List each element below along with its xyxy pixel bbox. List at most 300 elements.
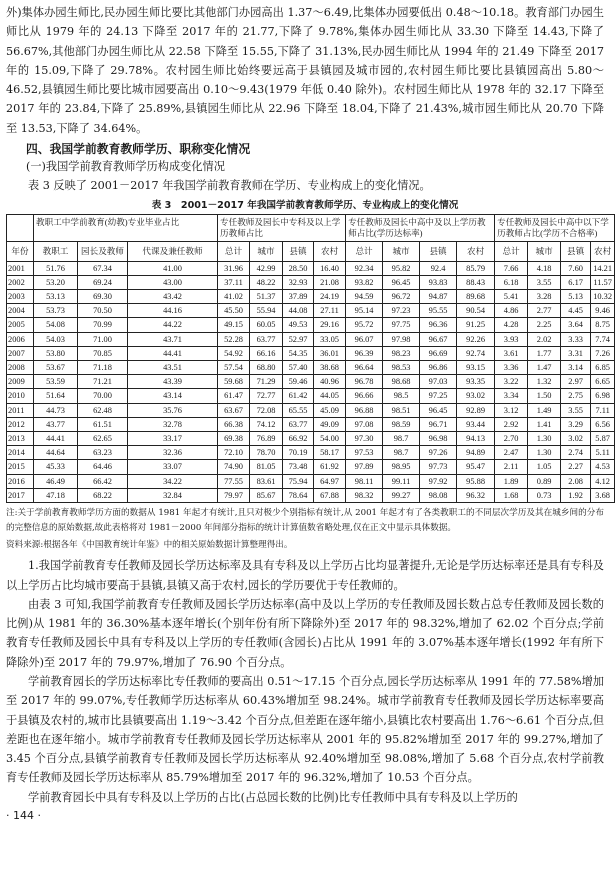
table-cell: 3.28 <box>528 289 561 303</box>
table-cell: 4.53 <box>591 460 615 474</box>
table-cell: 98.95 <box>383 460 420 474</box>
table-cell: 97.73 <box>420 460 457 474</box>
table-cell: 4.45 <box>561 304 591 318</box>
table-cell: 51.76 <box>34 261 78 275</box>
table-cell: 94.89 <box>457 446 495 460</box>
table-cell: 37.89 <box>283 289 314 303</box>
table-cell: 16.40 <box>314 261 346 275</box>
table-cell: 32.78 <box>128 417 218 431</box>
table-cell: 93.15 <box>457 360 495 374</box>
table-cell: 96.72 <box>383 289 420 303</box>
table-cell: 53.59 <box>34 375 78 389</box>
table-cell: 98.7 <box>383 446 420 460</box>
table-group-header-row <box>7 215 615 241</box>
table-source: 资料来源:根据各年《中国教育统计年鉴》中的相关原始数据计算整理得出。 <box>6 540 293 551</box>
group-header-unqualified: 专任教师及园长中高中以下学历教师占比(学历不合格率) <box>495 215 615 241</box>
table-cell: 44.08 <box>283 304 314 318</box>
table-cell: 5.11 <box>591 446 615 460</box>
table-cell: 6.65 <box>591 375 615 389</box>
table-cell: 5.13 <box>561 289 591 303</box>
table-cell: 96.86 <box>420 360 457 374</box>
table-cell: 29.16 <box>314 318 346 332</box>
table-row <box>7 332 615 346</box>
col-header: 城市 <box>528 241 561 261</box>
table-cell: 3.61 <box>495 346 528 360</box>
table-cell: 33.17 <box>128 432 218 446</box>
table-cell: 96.45 <box>383 275 420 289</box>
table-cell: 5.87 <box>591 432 615 446</box>
table-cell: 66.92 <box>283 432 314 446</box>
table-cell: 8.75 <box>591 318 615 332</box>
table-cell: 44.64 <box>34 446 78 460</box>
table-cell: 54.03 <box>34 332 78 346</box>
table-cell: 47.18 <box>34 488 78 502</box>
col-header: 县镇 <box>561 241 591 261</box>
subsection-heading: (一)我国学前教育教师学历构成变化情况 <box>26 160 225 174</box>
table-cell: 64.97 <box>314 474 346 488</box>
group-header-college: 专任教师及园长中专科及以上学历教师占比 <box>218 215 346 241</box>
table-cell: 97.25 <box>420 389 457 403</box>
table-cell: 54.00 <box>314 432 346 446</box>
col-header: 总计 <box>495 241 528 261</box>
table-intro-paragraph: 表 3 反映了 2001－2017 年我国学前教育教师在学历、专业构成上的变化情况。 <box>28 179 431 193</box>
group-header-major: 教职工中学前教育(幼教)专业毕业占比 <box>34 215 218 241</box>
table-cell: 96.64 <box>346 360 383 374</box>
table-cell: 53.20 <box>34 275 78 289</box>
table-cell: 98.59 <box>383 417 420 431</box>
table-cell: 70.50 <box>78 304 128 318</box>
table-cell: 1.30 <box>528 432 561 446</box>
table-cell: 96.32 <box>457 488 495 502</box>
table-cell: 92.4 <box>420 261 457 275</box>
table-cell: 79.97 <box>218 488 250 502</box>
table-cell: 1.32 <box>528 375 561 389</box>
table-cell: 3.93 <box>495 332 528 346</box>
col-header: 城市 <box>250 241 283 261</box>
body-paragraph: 由表 3 可知,我国学前教育专任教师及园长学历达标率(高中及以上学历的专任教师及园长数占总专任教师及园长数的比例)从 1981 年的 36.30%基本逐年增长(个别年份有所下降除外)至 2017 年的 98.32%,增加了 62.02 个百分点;学前教育专任教师及园长中具有专科及以上学历的专任教师(含园长)占比从 1991 年的 3.07%基本逐年增长(1992 年有所下降除外)至 2017 年的 79.97%,增加了 76.90 个百分点。 <box>6 597 604 669</box>
table-row <box>7 304 615 318</box>
section-heading: 四、我国学前教育教师学历、职称变化情况 <box>26 142 251 157</box>
table-cell: 1.89 <box>495 474 528 488</box>
table-cell: 96.98 <box>420 432 457 446</box>
table-cell: 2.02 <box>528 332 561 346</box>
table-row <box>7 261 615 275</box>
table-cell: 98.7 <box>383 432 420 446</box>
table-cell: 1.30 <box>528 446 561 460</box>
table-cell: 97.26 <box>420 446 457 460</box>
table-cell: 98.53 <box>383 360 420 374</box>
table-cell: 35.76 <box>128 403 218 417</box>
table-row <box>7 417 615 431</box>
col-header: 城市 <box>383 241 420 261</box>
table-cell: 70.00 <box>78 389 128 403</box>
table-cell: 91.25 <box>457 318 495 332</box>
table-cell: 2.92 <box>495 417 528 431</box>
table-cell: 96.67 <box>420 332 457 346</box>
table-cell: 44.22 <box>128 318 218 332</box>
table-cell: 71.00 <box>78 332 128 346</box>
table-cell: 43.42 <box>128 289 218 303</box>
year-cell: 2004 <box>7 304 34 318</box>
table-row <box>7 403 615 417</box>
table-cell: 96.69 <box>420 346 457 360</box>
table-cell: 59.46 <box>283 375 314 389</box>
table-cell: 45.33 <box>34 460 78 474</box>
year-cell: 2002 <box>7 275 34 289</box>
table-cell: 76.89 <box>250 432 283 446</box>
body-paragraph: 学前教育园长的学历达标率比专任教师的要高出 0.51～17.15 个百分点,园长学历达标率从 1991 年的 77.58%增加至 2017 年的 99.07%,专任教师学历达标率从 60.43%增加至 98.24%。城市学前教育专任教师及园长学历达标率要高于县镇及农村的,城市比县镇要高出 1.19～3.42 个百分点,但差距在逐年缩小,县镇比农村要高出 1.76～6.61 个百分点,但差距也在逐年缩小。城市学前教育专任教师及园长学历达标率从 2001 年的 95.82%增加至 2017 年的 99.27%,增加了 3.45 个百分点,县镇学前教育专任教师及园长学历达标率从 92.40%增加至 98.08%,增加了 5.68 个百分点,农村学前教育专任教师及园长学历达标率从 85.79%增加至 2017 年的 96.32%,增加了 10.53 个百分点。 <box>6 674 604 785</box>
table-cell: 6.56 <box>591 417 615 431</box>
table-cell: 27.11 <box>314 304 346 318</box>
table-cell: 44.41 <box>34 432 78 446</box>
year-cell: 2013 <box>7 432 34 446</box>
table-cell: 88.43 <box>457 275 495 289</box>
education-table <box>6 214 615 503</box>
table-cell: 66.16 <box>250 346 283 360</box>
table-cell: 92.26 <box>457 332 495 346</box>
table-cell: 99.27 <box>383 488 420 502</box>
table-cell: 97.98 <box>383 332 420 346</box>
table-cell: 96.39 <box>346 346 383 360</box>
table-cell: 54.35 <box>283 346 314 360</box>
table-cell: 44.05 <box>314 389 346 403</box>
table-cell: 11.57 <box>591 275 615 289</box>
table-cell: 43.71 <box>128 332 218 346</box>
table-cell: 70.19 <box>283 446 314 460</box>
table-cell: 2.47 <box>495 446 528 460</box>
table-cell: 57.40 <box>283 360 314 374</box>
table-cell: 53.80 <box>34 346 78 360</box>
table-cell: 21.08 <box>314 275 346 289</box>
table-cell: 41.02 <box>218 289 250 303</box>
table-cell: 73.48 <box>283 460 314 474</box>
table-cell: 1.41 <box>528 417 561 431</box>
table-cell: 6.98 <box>591 389 615 403</box>
table-cell: 92.74 <box>457 346 495 360</box>
table-cell: 3.55 <box>561 403 591 417</box>
year-cell: 2008 <box>7 360 34 374</box>
table-cell: 24.19 <box>314 289 346 303</box>
table-cell: 98.51 <box>383 403 420 417</box>
table-cell: 44.41 <box>128 346 218 360</box>
table-cell: 97.03 <box>420 375 457 389</box>
table-cell: 46.49 <box>34 474 78 488</box>
table-cell: 71.21 <box>78 375 128 389</box>
table-cell: 92.34 <box>346 261 383 275</box>
col-header: 县镇 <box>420 241 457 261</box>
table-cell: 57.54 <box>218 360 250 374</box>
table-cell: 98.11 <box>346 474 383 488</box>
table-cell: 3.02 <box>561 432 591 446</box>
table-row <box>7 432 615 446</box>
table-cell: 49.15 <box>218 318 250 332</box>
table-cell: 32.93 <box>283 275 314 289</box>
table-cell: 70.99 <box>78 318 128 332</box>
table-cell: 28.50 <box>283 261 314 275</box>
table-cell: 93.44 <box>457 417 495 431</box>
page <box>6 3 613 823</box>
table-cell: 61.47 <box>218 389 250 403</box>
col-header: 园长及教师 <box>78 241 128 261</box>
table-cell: 45.50 <box>218 304 250 318</box>
table-cell: 69.38 <box>218 432 250 446</box>
table-cell: 61.92 <box>314 460 346 474</box>
table-cell: 1.77 <box>528 346 561 360</box>
table-cell: 1.47 <box>528 360 561 374</box>
col-header: 农村 <box>591 241 615 261</box>
table-cell: 43.39 <box>128 375 218 389</box>
table-cell: 9.46 <box>591 304 615 318</box>
table-cell: 2.97 <box>561 375 591 389</box>
col-header: 总计 <box>218 241 250 261</box>
table-cell: 7.74 <box>591 332 615 346</box>
body-paragraph: 1.我国学前教育专任教师及园长学历达标率及具有专科及以上学历占比均显著提升,无论是学历达标率还是具有专科及以上学历占比均城市要高于县镇,县镇又高于农村,园长的学历要优于专任教师的。 <box>6 559 604 592</box>
table-cell: 51.37 <box>250 289 283 303</box>
table-cell: 3.64 <box>561 318 591 332</box>
table-cell: 63.67 <box>218 403 250 417</box>
table-cell: 72.10 <box>218 446 250 460</box>
table-cell: 58.17 <box>314 446 346 460</box>
table-cell: 33.05 <box>314 332 346 346</box>
table-cell: 4.12 <box>591 474 615 488</box>
table-cell: 71.29 <box>250 375 283 389</box>
table-cell: 41.00 <box>128 261 218 275</box>
year-cell: 2012 <box>7 417 34 431</box>
table-cell: 95.82 <box>383 261 420 275</box>
table-cell: 96.36 <box>420 318 457 332</box>
table-cell: 93.83 <box>420 275 457 289</box>
table-cell: 3.55 <box>528 275 561 289</box>
table-cell: 97.75 <box>383 318 420 332</box>
table-cell: 44.73 <box>34 403 78 417</box>
table-cell: 53.13 <box>34 289 78 303</box>
table-row <box>7 318 615 332</box>
table-cell: 78.70 <box>250 446 283 460</box>
table-cell: 4.86 <box>495 304 528 318</box>
table-cell: 1.05 <box>528 460 561 474</box>
table-cell: 68.80 <box>250 360 283 374</box>
year-cell: 2015 <box>7 460 34 474</box>
table-cell: 90.54 <box>457 304 495 318</box>
year-cell: 2006 <box>7 332 34 346</box>
year-cell: 2016 <box>7 474 34 488</box>
table-cell: 72.77 <box>250 389 283 403</box>
table-cell: 60.05 <box>250 318 283 332</box>
table-cell: 67.88 <box>314 488 346 502</box>
table-cell: 96.66 <box>346 389 383 403</box>
table-cell: 71.18 <box>78 360 128 374</box>
year-cell: 2014 <box>7 446 34 460</box>
table-cell: 7.11 <box>591 403 615 417</box>
table-cell: 63.77 <box>250 332 283 346</box>
table-cell: 97.92 <box>420 474 457 488</box>
table-cell: 93.02 <box>457 389 495 403</box>
table-cell: 51.64 <box>34 389 78 403</box>
table-cell: 2.08 <box>561 474 591 488</box>
table-cell: 34.22 <box>128 474 218 488</box>
table-cell: 54.08 <box>34 318 78 332</box>
table-cell: 63.23 <box>78 446 128 460</box>
table-cell: 6.17 <box>561 275 591 289</box>
col-header: 年份 <box>7 241 34 261</box>
table-cell: 2.70 <box>495 432 528 446</box>
table-cell: 43.00 <box>128 275 218 289</box>
table-cell: 33.07 <box>128 460 218 474</box>
col-header: 农村 <box>314 241 346 261</box>
table-cell: 59.68 <box>218 375 250 389</box>
col-header: 县镇 <box>283 241 314 261</box>
table-cell: 62.48 <box>78 403 128 417</box>
table-cell: 74.90 <box>218 460 250 474</box>
table-cell: 49.53 <box>283 318 314 332</box>
table-cell: 6.18 <box>495 275 528 289</box>
table-cell: 3.14 <box>561 360 591 374</box>
table-cell: 95.55 <box>420 304 457 318</box>
table-column-header-row <box>7 241 615 261</box>
table-cell: 7.66 <box>495 261 528 275</box>
table-cell: 53.67 <box>34 360 78 374</box>
table-cell: 69.24 <box>78 275 128 289</box>
table-cell: 95.14 <box>346 304 383 318</box>
table-cell: 75.94 <box>283 474 314 488</box>
table-cell: 92.89 <box>457 403 495 417</box>
table-cell: 63.77 <box>283 417 314 431</box>
table-body <box>7 261 615 502</box>
table-cell: 2.77 <box>528 304 561 318</box>
table-cell: 62.65 <box>78 432 128 446</box>
year-cell: 2011 <box>7 403 34 417</box>
table-cell: 95.47 <box>457 460 495 474</box>
table-cell: 4.18 <box>528 261 561 275</box>
table-cell: 74.12 <box>250 417 283 431</box>
table-cell: 4.28 <box>495 318 528 332</box>
table-cell: 0.73 <box>528 488 561 502</box>
table-cell: 83.61 <box>250 474 283 488</box>
table-cell: 43.77 <box>34 417 78 431</box>
year-cell: 2003 <box>7 289 34 303</box>
table-cell: 48.22 <box>250 275 283 289</box>
table-cell: 97.53 <box>346 446 383 460</box>
table-cell: 72.08 <box>250 403 283 417</box>
table-cell: 67.34 <box>78 261 128 275</box>
table-cell: 42.99 <box>250 261 283 275</box>
col-header: 代课及兼任教师 <box>128 241 218 261</box>
table-cell: 96.45 <box>420 403 457 417</box>
table-cell: 97.89 <box>346 460 383 474</box>
table-row <box>7 346 615 360</box>
table-cell: 85.67 <box>250 488 283 502</box>
table-cell: 96.78 <box>346 375 383 389</box>
table-cell: 3.31 <box>561 346 591 360</box>
table-cell: 3.36 <box>495 360 528 374</box>
table-cell: 78.64 <box>283 488 314 502</box>
table-cell: 37.11 <box>218 275 250 289</box>
table-cell: 95.72 <box>346 318 383 332</box>
table-cell: 1.49 <box>528 403 561 417</box>
table-cell: 64.46 <box>78 460 128 474</box>
table-row <box>7 474 615 488</box>
table-cell: 7.60 <box>561 261 591 275</box>
table-row <box>7 275 615 289</box>
table-note: 注:关于学前教育教师学历方面的数据从 1981 年起才有统计,且只对极少个别指标有统计,从 2001 年起才有了各类教职工的不同层次学历及其在城乡间的分布的完整信息的原始数据,故此表格将对 1981－2000 年间部分指标的统计计算值数省略处理,仅在正文中显示具体数据。 <box>6 508 604 533</box>
year-cell: 2017 <box>7 488 34 502</box>
table-cell: 7.26 <box>591 346 615 360</box>
col-header: 教职工 <box>34 241 78 261</box>
table-cell: 2.75 <box>561 389 591 403</box>
table-cell: 38.68 <box>314 360 346 374</box>
table-cell: 85.79 <box>457 261 495 275</box>
table-cell: 2.25 <box>528 318 561 332</box>
table-cell: 66.38 <box>218 417 250 431</box>
table-cell: 93.82 <box>346 275 383 289</box>
table-cell: 54.92 <box>218 346 250 360</box>
table-cell: 32.36 <box>128 446 218 460</box>
table-cell: 97.08 <box>346 417 383 431</box>
table-cell: 0.89 <box>528 474 561 488</box>
year-cell: 2010 <box>7 389 34 403</box>
table-cell: 53.73 <box>34 304 78 318</box>
table-cell: 98.5 <box>383 389 420 403</box>
table-cell: 52.28 <box>218 332 250 346</box>
table-row <box>7 488 615 502</box>
body-paragraph: 学前教育园长中具有专科及以上学历的占比(占总园长数的比例)比专任教师中具有专科及以上学历的 <box>28 790 518 804</box>
table-row <box>7 389 615 403</box>
table-cell: 98.32 <box>346 488 383 502</box>
table-cell: 99.11 <box>383 474 420 488</box>
table-cell: 2.74 <box>561 446 591 460</box>
table-cell: 65.55 <box>283 403 314 417</box>
table-cell: 3.22 <box>495 375 528 389</box>
table-cell: 32.84 <box>128 488 218 502</box>
table-cell: 89.68 <box>457 289 495 303</box>
table-row <box>7 360 615 374</box>
col-header: 农村 <box>457 241 495 261</box>
table-cell: 97.23 <box>383 304 420 318</box>
table-cell: 96.07 <box>346 332 383 346</box>
table-cell: 31.96 <box>218 261 250 275</box>
table-row <box>7 375 615 389</box>
table-cell: 81.05 <box>250 460 283 474</box>
table-cell: 70.85 <box>78 346 128 360</box>
table-cell: 2.27 <box>561 460 591 474</box>
table-cell: 6.85 <box>591 360 615 374</box>
table-cell: 77.55 <box>218 474 250 488</box>
table-cell: 43.51 <box>128 360 218 374</box>
table-cell: 14.21 <box>591 261 615 275</box>
table-cell: 3.34 <box>495 389 528 403</box>
table-cell: 2.11 <box>495 460 528 474</box>
year-cell: 2001 <box>7 261 34 275</box>
table-cell: 49.09 <box>314 417 346 431</box>
table-row <box>7 446 615 460</box>
table-cell: 93.35 <box>457 375 495 389</box>
table-cell: 95.88 <box>457 474 495 488</box>
table-cell: 98.68 <box>383 375 420 389</box>
table-cell: 1.92 <box>561 488 591 502</box>
table-cell: 68.22 <box>78 488 128 502</box>
table-cell: 3.12 <box>495 403 528 417</box>
body-paragraph: 外)集体办园生师比,民办园生师比要比其他部门办园高出 1.37～6.49,比集体办园要低出 0.48～10.18。教育部门办园生师比从 1979 年的 24.13 下降至 2017 年的 21.77,下降了 9.78%,集体办园生师比从 33.30 下降至 14.43,下降了 56.67%,其他部门办园生师比从 22.58 下降至 15.55,下降了 31.13%,民办园生师比从 1994 年的 21.49 下降至 2017 年的 15.09,下降了 29.78%。农村园生师比始终要远高于县镇园及城市园的,农村园生师比要比县镇园高出 5.80～46.52,县镇园生师比要比城市园要高出 0.10～9.43(1979 年低 0.40 除外)。农村园生师比从 1978 年的 32.17 下降至 2017 年的 23.84,下降了 25.89%,县镇园生师比从 22.96 下降至 18.04,下降了 21.43%,城市园生师比从 20.70 下降至 13.53,下降了 34.64%。 <box>6 6 604 135</box>
table-cell: 1.50 <box>528 389 561 403</box>
page-number: · 144 · <box>6 809 41 823</box>
table-cell: 96.88 <box>346 403 383 417</box>
table-cell: 61.42 <box>283 389 314 403</box>
table-cell: 94.13 <box>457 432 495 446</box>
table-cell: 5.41 <box>495 289 528 303</box>
table-row <box>7 289 615 303</box>
table-corner-cell <box>7 215 34 241</box>
table-cell: 10.32 <box>591 289 615 303</box>
